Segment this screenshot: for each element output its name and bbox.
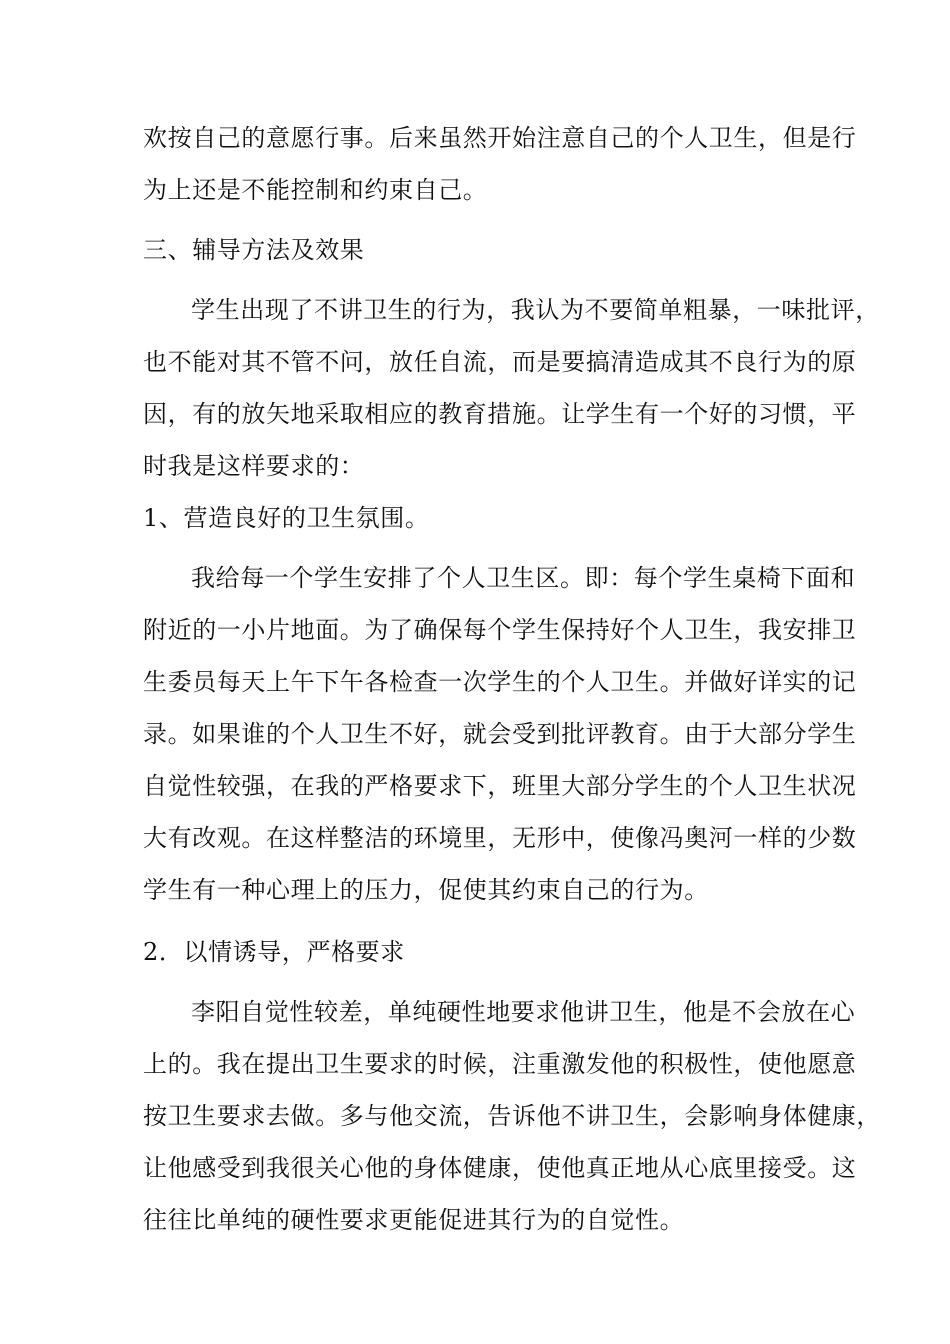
- text-line: 欢按自己的意愿行事。后来虽然开始注意自己的个人卫生，但是行: [143, 124, 857, 152]
- text-line: 因，有的放矢地采取相应的教育措施。让学生有一个好的习惯，平: [143, 400, 857, 428]
- document-body: [143, 112, 881, 1246]
- text-line: 附近的一小片地面。为了确保每个学生保持好个人卫生，我安排卫: [143, 616, 857, 644]
- text-line: 往往比单纯的硬性要求更能促进其行为的自觉性。: [143, 1206, 685, 1234]
- text-line: 上的。我在提出卫生要求的时候，注重激发他的积极性，使他愿意: [143, 1050, 857, 1078]
- text-line: 生委员每天上午下午各检查一次学生的个人卫生。并做好详实的记: [143, 668, 857, 696]
- heading-line: 2．以情诱导，严格要求: [143, 938, 405, 966]
- text-line: 为上还是不能控制和约束自己。: [143, 176, 488, 204]
- text-line: 学生有一种心理上的压力，促使其约束自己的行为。: [143, 876, 709, 904]
- text-line: 录。如果谁的个人卫生不好，就会受到批评教育。由于大部分学生: [143, 720, 857, 748]
- paragraph-continuation: [143, 112, 857, 216]
- subheading-2: [143, 926, 803, 978]
- text-line: 让他感受到我很关心他的身体健康，使他真正地从心底里接受。这: [143, 1154, 857, 1182]
- text-line: 学生出现了不讲卫生的行为，我认为不要简单粗暴，一味批评，: [191, 296, 880, 324]
- text-line: 李阳自觉性较差，单纯硬性地要求他讲卫生，他是不会放在心: [191, 998, 856, 1026]
- text-line: 自觉性较强，在我的严格要求下，班里大部分学生的个人卫生状况: [143, 772, 857, 800]
- text-line: 按卫生要求去做。多与他交流，告诉他不讲卫生，会影响身体健康，: [143, 1102, 881, 1130]
- paragraph-intro: [143, 284, 880, 492]
- text-line: 也不能对其不管不问，放任自流，而是要搞清造成其不良行为的原: [143, 348, 857, 376]
- text-line: 大有改观。在这样整洁的环境里，无形中，使像冯奥河一样的少数: [143, 824, 857, 852]
- paragraph-emotional-guidance: [143, 986, 881, 1246]
- paragraph-hygiene-area: [143, 552, 857, 916]
- subheading-1: [143, 492, 803, 544]
- heading-line: 1、营造良好的卫生氛围。: [143, 504, 430, 532]
- heading-line: 三、辅导方法及效果: [143, 236, 365, 264]
- text-line: 我给每一个学生安排了个人卫生区。即：每个学生桌椅下面和: [191, 564, 856, 592]
- section-heading-3: [143, 224, 803, 276]
- text-line: 时我是这样要求的：: [143, 452, 365, 480]
